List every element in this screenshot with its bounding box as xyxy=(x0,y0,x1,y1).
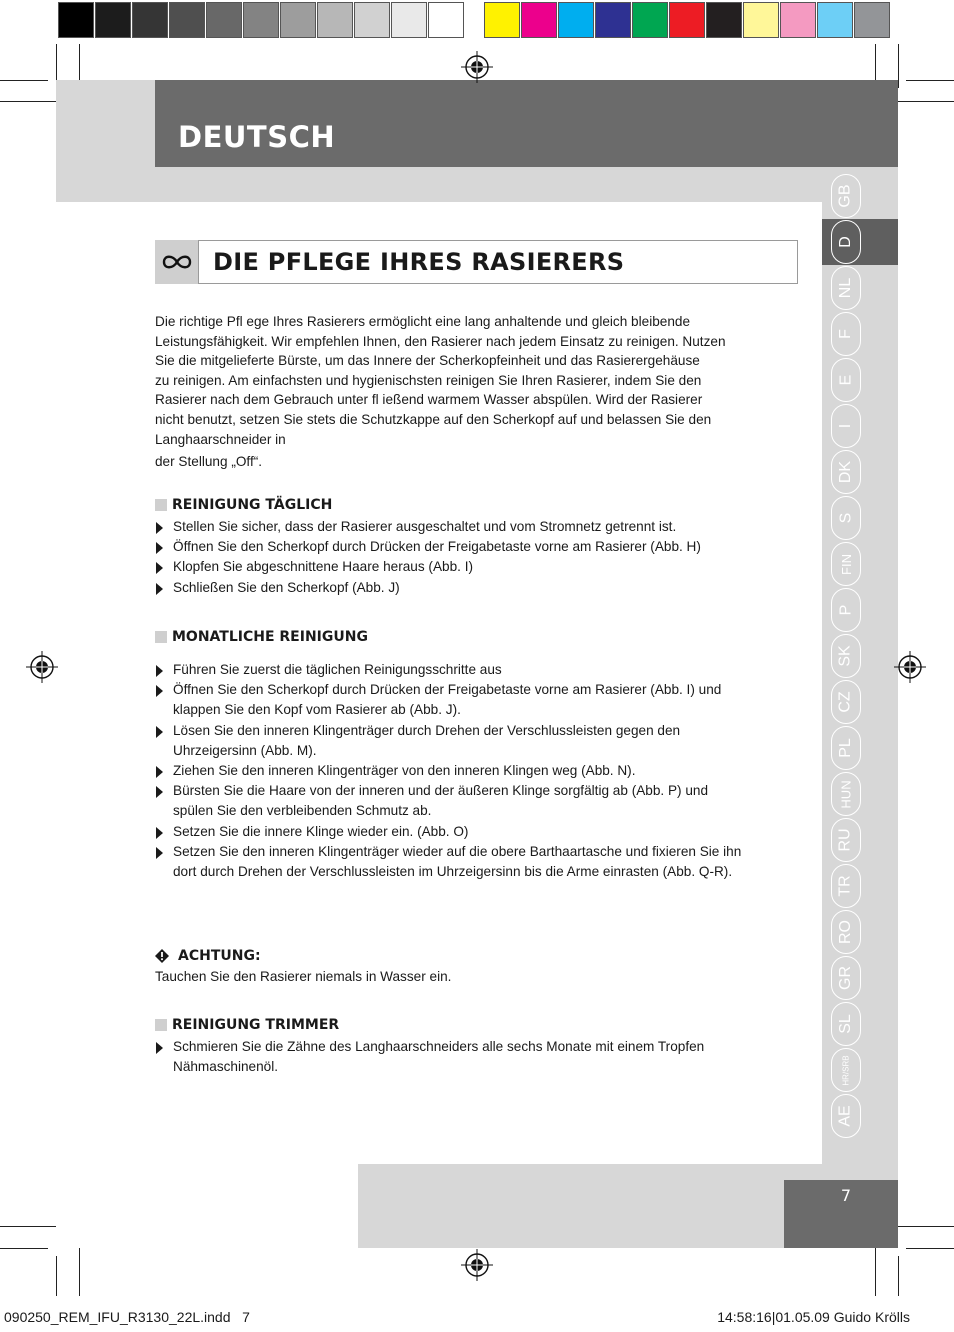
language-tab-p[interactable]: P xyxy=(831,588,861,632)
trimmer-cleaning-heading xyxy=(155,1017,339,1033)
monthly-cleaning-heading xyxy=(155,629,368,645)
registration-mark-icon xyxy=(461,51,493,83)
language-tab-hr-srb[interactable]: HR/SRB xyxy=(831,1048,861,1092)
monthly-cleaning-list xyxy=(155,660,805,882)
list-item: Öffnen Sie den Scherkopf durch Drücken der Freigabetaste vorne am Rasierer (Abb. I) und klappen Sie den Kopf vom Rasierer ab (Abb. J). xyxy=(155,680,805,720)
crop-mark xyxy=(56,1256,57,1296)
crop-mark xyxy=(906,80,954,81)
color-swatch xyxy=(706,2,742,38)
intro-line: Die richtige Pfl ege Ihres Rasierers ermöglicht eine lang anhaltende und gleich bleibende xyxy=(155,314,691,329)
crop-mark xyxy=(0,80,48,81)
intro-line: Rasierer nach dem Gebrauch unter fl ießend warmem Wasser abspülen. Wird der Rasierer xyxy=(155,392,703,408)
page-title: DEUTSCH xyxy=(178,120,336,154)
list-item: Schließen Sie den Scherkopf (Abb. J) xyxy=(155,578,805,598)
triangle-bullet-icon xyxy=(156,583,163,595)
content-area-bottom xyxy=(56,1164,358,1248)
color-swatch xyxy=(780,2,816,38)
monthly-cleaning-heading-text: MONATLICHE REINIGUNG xyxy=(172,629,368,645)
intro-line: Sie die mitgelieferte Bürste, um das Innere der Scherkopfeinheit und das Rasierergehäuse xyxy=(155,353,700,369)
color-swatch xyxy=(595,2,631,38)
list-item: Öffnen Sie den Scherkopf durch Drücken der Freigabetaste vorne am Rasierer (Abb. H) xyxy=(155,537,805,557)
registration-mark-icon xyxy=(461,1249,493,1281)
list-item: Schmieren Sie die Zähne des Langhaarschneiders alle sechs Monate mit einem Tropfen Nähmaschinenöl. xyxy=(155,1037,805,1077)
list-item: Bürsten Sie die Haare von der inneren und der äußeren Klinge sorgfältig ab (Abb. P) und spülen Sie den verbleibenden Schmutz ab. xyxy=(155,781,805,821)
language-tab-e[interactable]: E xyxy=(831,358,861,402)
list-item: Setzen Sie den inneren Klingenträger wieder auf die obere Barthaartasche und fixieren Sie ihn dort durch Drehen der Verschlussleisten im Uhrzeigersinn bis die Arme einrasten (Abb. Q-R). xyxy=(155,842,805,882)
triangle-bullet-icon xyxy=(156,562,163,574)
color-swatch xyxy=(558,2,594,38)
color-swatch xyxy=(169,2,205,38)
trimmer-cleaning-heading-text: REINIGUNG TRIMMER xyxy=(172,1017,340,1033)
crop-mark xyxy=(906,1248,954,1249)
color-swatch xyxy=(484,2,520,38)
language-tab-cz[interactable]: CZ xyxy=(831,680,861,724)
footer-timestamp: 14:58:16|01.05.09 Guido Krölls xyxy=(717,1309,910,1325)
language-tab-gr[interactable]: GR xyxy=(831,956,861,1000)
square-bullet-icon xyxy=(155,1019,167,1031)
section-title: DIE PFLEGE IHRES RASIERERS xyxy=(213,248,625,276)
language-tab-sk[interactable]: SK xyxy=(831,634,861,678)
list-item: Ziehen Sie den inneren Klingenträger von den inneren Klingen weg (Abb. N). xyxy=(155,761,805,781)
triangle-bullet-icon xyxy=(156,685,163,697)
warning-diamond-icon xyxy=(155,949,169,963)
language-tab-sl[interactable]: SL xyxy=(831,1002,861,1046)
list-item: Führen Sie zuerst die täglichen Reinigungsschritte aus xyxy=(155,660,805,680)
language-tab-i[interactable]: I xyxy=(831,404,861,448)
language-tab-hun[interactable]: HUN xyxy=(831,772,861,816)
crop-mark xyxy=(898,1256,899,1296)
triangle-bullet-icon xyxy=(156,522,163,534)
color-swatch xyxy=(391,2,427,38)
page-number: 7 xyxy=(840,1186,852,1205)
color-swatch xyxy=(206,2,242,38)
language-tab-nl[interactable]: NL xyxy=(831,266,861,310)
gray-color-bar xyxy=(58,2,465,38)
square-bullet-icon xyxy=(155,631,167,643)
triangle-bullet-icon xyxy=(156,1042,163,1054)
color-swatch xyxy=(632,2,668,38)
color-swatch xyxy=(243,2,279,38)
crop-mark xyxy=(0,1248,48,1249)
daily-cleaning-heading xyxy=(155,497,332,513)
language-tab-ae[interactable]: AE xyxy=(831,1094,861,1138)
intro-line: Langhaarschneider in xyxy=(155,431,286,447)
footer-file-name: 090250_REM_IFU_R3130_22L.indd 7 xyxy=(4,1309,250,1325)
color-swatch xyxy=(743,2,779,38)
triangle-bullet-icon xyxy=(156,847,163,859)
color-swatch xyxy=(317,2,353,38)
square-bullet-icon xyxy=(155,499,167,511)
color-swatch xyxy=(132,2,168,38)
color-swatch xyxy=(854,2,890,38)
triangle-bullet-icon xyxy=(156,665,163,677)
language-tabs xyxy=(822,170,898,1134)
color-swatch xyxy=(521,2,557,38)
language-tab-ro[interactable]: RO xyxy=(831,910,861,954)
list-item: Stellen Sie sicher, dass der Rasierer ausgeschaltet und vom Stromnetz getrennt ist. xyxy=(155,517,805,537)
language-tab-pl[interactable]: PL xyxy=(831,726,861,770)
warning-heading xyxy=(155,948,261,964)
color-swatch xyxy=(817,2,853,38)
infinity-icon xyxy=(155,240,199,284)
process-color-bar xyxy=(484,2,891,38)
crop-mark xyxy=(898,44,899,88)
daily-cleaning-heading-text: REINIGUNG TÄGLICH xyxy=(172,497,333,513)
intro-line: zu reinigen. Am einfachsten und hygienischsten reinigen Sie Ihren Rasierer, indem Sie den xyxy=(155,372,702,388)
triangle-bullet-icon xyxy=(156,786,163,798)
language-tab-dk[interactable]: DK xyxy=(831,450,861,494)
intro-line: Leistungsfähigkeit. Wir empfehlen Ihnen, den Rasierer nach jedem Einsatz zu reinigen. Nutzen xyxy=(155,333,726,349)
triangle-bullet-icon xyxy=(156,827,163,839)
language-tab-ru[interactable]: RU xyxy=(831,818,861,862)
color-swatch xyxy=(280,2,316,38)
triangle-bullet-icon xyxy=(156,766,163,778)
language-tab-gb[interactable]: GB xyxy=(831,174,861,218)
color-swatch xyxy=(669,2,705,38)
registration-mark-icon xyxy=(894,651,926,683)
color-swatch xyxy=(95,2,131,38)
list-item: Lösen Sie den inneren Klingenträger durch Drehen der Verschlussleisten gegen den Uhrzeigersinn (Abb. M). xyxy=(155,721,805,761)
color-swatch xyxy=(58,2,94,38)
intro-paragraph xyxy=(155,312,795,472)
language-tab-s[interactable]: S xyxy=(831,496,861,540)
triangle-bullet-icon xyxy=(156,726,163,738)
language-tab-fin[interactable]: FIN xyxy=(831,542,861,586)
intro-line: der Stellung „Off“. xyxy=(155,454,263,470)
list-item: Klopfen Sie abgeschnittene Haare heraus (Abb. I) xyxy=(155,557,805,577)
warning-heading-text: ACHTUNG: xyxy=(178,948,261,964)
color-swatch xyxy=(428,2,464,38)
language-tab-d[interactable]: D xyxy=(831,220,861,264)
triangle-bullet-icon xyxy=(156,542,163,554)
language-tab-f[interactable]: F xyxy=(831,312,861,356)
list-item: Setzen Sie die innere Klinge wieder ein. (Abb. O) xyxy=(155,822,805,842)
daily-cleaning-list xyxy=(155,517,805,598)
language-tab-tr[interactable]: TR xyxy=(831,864,861,908)
trimmer-cleaning-list xyxy=(155,1037,805,1077)
intro-line: nicht benutzt, setzen Sie stets die Schutzkappe auf den Scherkopf auf und belassen Sie den xyxy=(155,411,712,427)
color-swatch xyxy=(354,2,390,38)
warning-text: Tauchen Sie den Rasierer niemals in Wasser ein. xyxy=(155,969,452,984)
registration-mark-icon xyxy=(26,651,58,683)
